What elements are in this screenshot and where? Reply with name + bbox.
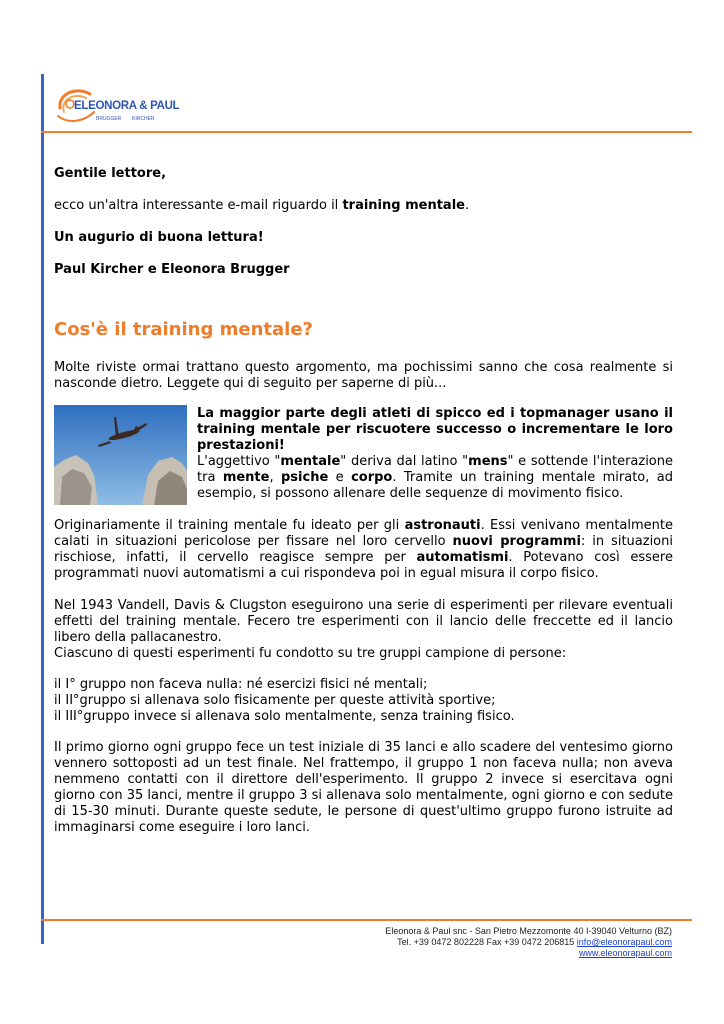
- txt-bold: corpo: [351, 470, 393, 485]
- logo-sub-right: KIRCHER: [132, 116, 155, 122]
- footer-phone-fax: Tel. +39 0472 802228 Fax +39 0472 206815: [397, 937, 577, 947]
- txt-bold: mentale: [280, 454, 341, 469]
- wish-line: Un augurio di buona lettura!: [54, 230, 264, 245]
- group-list-item: il II°gruppo si allenava solo fisicamente per queste attività sportive;: [54, 693, 496, 708]
- txt: L'aggettivo ": [197, 454, 281, 469]
- intro-text: ecco un'altra interessante e-mail riguardo il: [54, 198, 343, 213]
- txt: Originariamente il training mentale fu ideato per gli: [54, 518, 405, 533]
- txt: : in situazioni rischiose, infatti, il cervello reagisce sempre per: [54, 534, 673, 565]
- txt-bold: mente: [222, 470, 270, 485]
- footer-contacts: [385, 937, 672, 948]
- left-margin-rule: [41, 74, 44, 944]
- txt: ,: [269, 470, 281, 485]
- logo-brand-text: ELEONORA & PAUL: [74, 100, 180, 112]
- greeting: Gentile lettore,: [54, 166, 167, 181]
- experiment-1943-paragraph: Nel 1943 Vandell, Davis & Clugston eseguirono una serie di esperimenti per rilevare eventuali effetti del training mentale. Fecero tre esperimenti con il lancio delle freccette ed il lancio libero della pallacanestro.: [54, 598, 673, 645]
- groups-intro: Ciascuno di questi esperimenti fu condotto su tre gruppi campione di persone:: [54, 646, 567, 661]
- txt-bold: nuovi programmi: [452, 534, 581, 549]
- footer: [385, 926, 672, 959]
- footer-divider: [41, 919, 692, 921]
- footer-website-link[interactable]: www.eleonorapaul.com: [578, 948, 672, 958]
- section-title: Cos'è il training mentale?: [54, 319, 313, 340]
- txt: . Essi venivano mentalmente calati in situazioni pericolose per fissare nel loro cervello: [54, 518, 673, 549]
- group-list-item: il III°gruppo invece si allenava solo mentalmente, senza training fisico.: [54, 709, 515, 724]
- txt: " deriva dal latino ": [340, 454, 469, 469]
- txt: e: [328, 470, 352, 485]
- mentale-paragraph: [197, 454, 673, 502]
- txt: . Potevano così essere programmati nuovi automatismi a cui rispondeva poi in egual misura il corpo fisico.: [54, 550, 673, 581]
- results-paragraph: Il primo giorno ogni gruppo fece un test iniziale di 35 lanci e allo scadere del ventesimo giorno vennero sottoposti ad un test finale. Nel frattempo, il gruppo 1 non faceva nulla; non aveva nemmeno contatti con il direttore dell'esperimento. Il gruppo 2 invece si esercitava ogni giorno con 35 lanci, mentre il gruppo 3 si allenava solo mentalmente, ogni giorno e con sedute di 15-30 minuti. Durante queste sedute, le persone di quest'ultimo gruppo furono istruite ad immaginarsi come eseguire i loro lanci.: [54, 740, 673, 835]
- logo-sub-left: BRUGGER: [96, 116, 122, 122]
- txt: " e sottende l'interazione tra: [197, 454, 674, 485]
- intro-paragraph: [54, 198, 673, 214]
- highlight-headline: La maggior parte degli atleti di spicco ed i topmanager usano il training mentale per riscuotere successo o incrementare le loro prestazioni!: [197, 406, 673, 453]
- jumper-photo: [54, 405, 187, 505]
- intro-bold: training mentale: [342, 198, 465, 213]
- txt-bold: automatismi: [416, 550, 509, 565]
- company-logo: [54, 82, 180, 126]
- astronauts-paragraph: [54, 518, 673, 582]
- intro-end: .: [464, 198, 470, 213]
- txt-bold: astronauti: [404, 518, 481, 533]
- highlight-box: [197, 406, 673, 502]
- txt-bold: psiche: [281, 470, 329, 485]
- header-divider: [41, 131, 692, 133]
- signature: Paul Kircher e Eleonora Brugger: [54, 262, 290, 277]
- txt: . Tramite un training mentale mirato, ad esempio, si possono allenare delle sequenze di movimento fisico.: [197, 470, 674, 501]
- txt-bold: mens: [468, 454, 508, 469]
- lead-paragraph: Molte riviste ormai trattano questo argomento, ma pochissimi sanno che cosa realmente si nasconde dietro. Leggete qui di seguito per saperne di più...: [54, 360, 673, 391]
- footer-address: Eleonora & Paul snc - San Pietro Mezzomonte 40 I-39040 Velturno (BZ): [385, 926, 672, 936]
- group-list-item: il I° gruppo non faceva nulla: né esercizi fisici né mentali;: [54, 677, 428, 692]
- footer-email-link[interactable]: info@eleonorapaul.com: [576, 937, 672, 947]
